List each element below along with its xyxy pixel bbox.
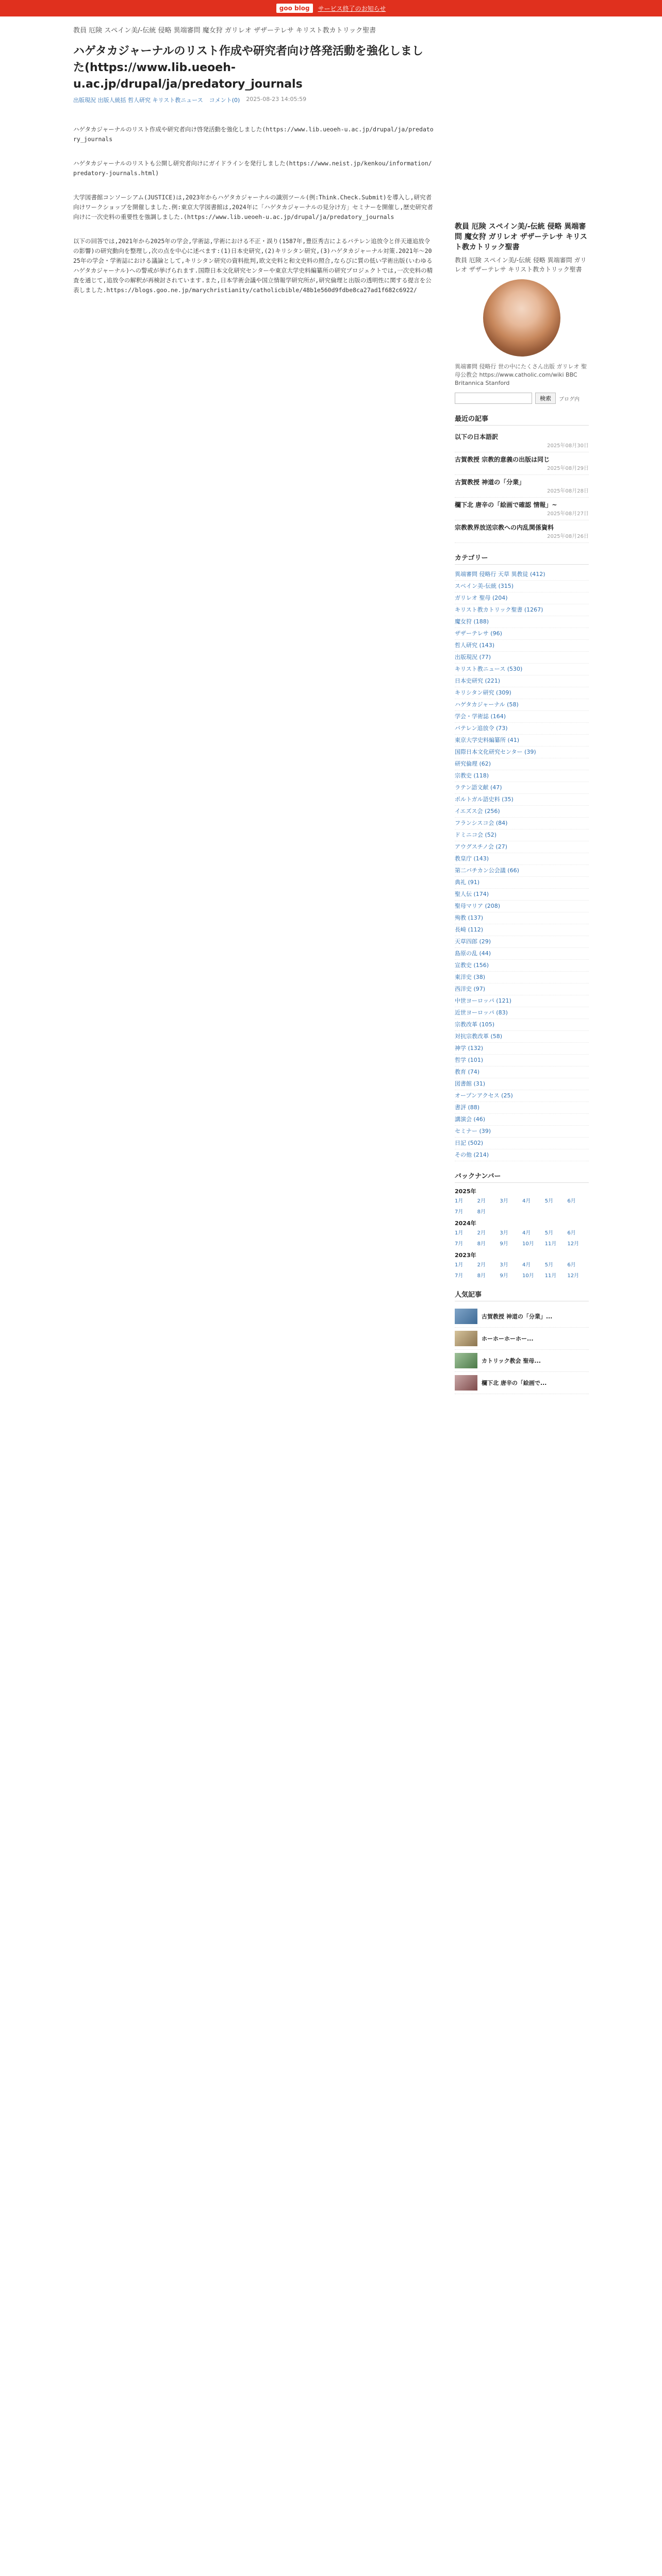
profile-subtitle: 教員 厄険 スペイン美/-伝統 侵略 異端審問 ガリレオ ザザーテレサ キリスト教カトリック聖書 — [455, 257, 587, 273]
category-link[interactable]: イエズス会 (256) — [455, 806, 589, 818]
list-item — [455, 1306, 589, 1328]
list-item — [455, 1328, 589, 1350]
categories-list — [455, 569, 589, 1161]
post-paragraph: ハゲタカジャーナルのリストも公開し研究者向けにガイドラインを発行しました(https://www.neist.jp/kenkou/information/predatory-journals.html) — [73, 160, 432, 177]
archive-month-link[interactable]: 8月 — [477, 1241, 486, 1247]
archive-month-link[interactable]: 12月 — [567, 1273, 580, 1279]
recent-post-date: 2025年08月28日 — [547, 488, 589, 494]
category-link[interactable]: キリスト教ニュース (530) — [455, 664, 589, 675]
recent-post-link[interactable]: 宗教教界放送宗教への内乱関係資料 — [455, 524, 554, 531]
category-link[interactable]: 宗教史 (118) — [455, 770, 589, 782]
archive-month-link[interactable]: 5月 — [544, 1198, 554, 1204]
category-link[interactable]: 第二バチカン公会議 (66) — [455, 865, 589, 877]
archive-month-link[interactable]: 12月 — [567, 1241, 580, 1247]
category-link[interactable]: ドミニコ会 (52) — [455, 829, 589, 841]
category-link[interactable]: キリスト教カトリック聖書 (1267) — [455, 604, 589, 616]
category-link[interactable]: キリシタン研究 (309) — [455, 687, 589, 699]
popular-post-link[interactable]: カトリック教会 聖母... — [482, 1358, 541, 1364]
popular-post-link[interactable]: 古賀教授 神道の「分業」... — [482, 1313, 553, 1320]
category-link[interactable]: ハゲタカジャーナル (58) — [455, 699, 589, 711]
popular-posts-title: 人気記事 — [455, 1289, 589, 1301]
category-link[interactable]: 図書館 (31) — [455, 1078, 589, 1090]
archive-month-link[interactable]: 5月 — [544, 1230, 554, 1236]
archive-month-link[interactable]: 8月 — [477, 1209, 486, 1215]
category-link[interactable]: 天草四郎 (29) — [455, 936, 589, 948]
archive-title: バックナンバー — [455, 1171, 589, 1183]
category-link[interactable]: 対抗宗教改革 (58) — [455, 1031, 589, 1043]
post-body-text: 以下の回答では,2021年から2025年の学会,学術誌,学術における不正・誤り(1587年,豊臣秀吉によるバテレン追放令と伴天連追放令の影響)の研究動向を整理し,次の点を中心に述べます:(1)日本史研究,(2)キリシタン研究,(3)ハゲタカジャーナル対策.2021年～2025年の学会・学術誌における議論として,キリシタン研究の資料批判,欧文史料と和文史料の照合,ならびに質の低い学術出版(いわゆるハゲタカジャーナル)への警戒が挙げられます.国際日本文化研究センターや東京大学史料編纂所の研究プロジェクトでは,一次史料の精査を通じて,追放令の解釈が再検討されています.また,日本学術会議や国立情報学研究所が,研究倫理と出版の透明性に関する提言を公表しました.https://blogs.goo.ne.jp/marychristianity/catholicbible/48b1e560d9fdbe8ca27ad1f682c6922/ — [73, 238, 433, 294]
category-link[interactable]: 中世ヨーロッパ (121) — [455, 995, 589, 1007]
category-link[interactable]: 近世ヨーロッパ (83) — [455, 1007, 589, 1019]
post-comments-link[interactable]: コメント(0) — [209, 97, 240, 104]
archive-month-link[interactable]: 10月 — [522, 1273, 534, 1279]
profile-avatar — [483, 279, 560, 357]
archive-month-link[interactable]: 11月 — [544, 1273, 557, 1279]
archive-month-link[interactable]: 2月 — [477, 1198, 486, 1204]
archive-month-link[interactable]: 7月 — [455, 1209, 464, 1215]
post-category-link[interactable]: 出版現況 出版人統括 哲人研究 キリスト教ニュース — [73, 97, 203, 104]
archive-month-link[interactable]: 6月 — [567, 1262, 576, 1268]
list-item — [455, 452, 589, 475]
archive-month-link[interactable]: 4月 — [522, 1262, 531, 1268]
archive-month-link[interactable]: 10月 — [522, 1241, 534, 1247]
recent-post-date: 2025年08月26日 — [547, 534, 589, 539]
category-link[interactable]: オープンアクセス (25) — [455, 1090, 589, 1102]
blog-description: 教員 厄険 スペイン美/-伝統 侵略 異端審問 魔女狩 ガリレオ ザザーテレサ キリスト教カトリック聖書 — [73, 27, 376, 35]
archive-year: 2023年 — [455, 1252, 476, 1259]
search-scope-label: ブログ内 — [559, 396, 580, 402]
archive-month-link[interactable]: 6月 — [567, 1198, 576, 1204]
category-link[interactable]: 宣教史 (156) — [455, 960, 589, 972]
category-link[interactable]: 殉教 (137) — [455, 912, 589, 924]
category-link[interactable]: 典礼 (91) — [455, 877, 589, 889]
archive-year: 2025年 — [455, 1188, 476, 1195]
archive-month-link[interactable]: 6月 — [567, 1230, 576, 1236]
service-end-notice-link[interactable]: サービス終了のお知らせ — [318, 5, 386, 12]
list-item — [455, 475, 589, 498]
list-item — [455, 430, 589, 452]
archive-month-link[interactable]: 7月 — [455, 1241, 464, 1247]
post-paragraph: ハゲタカジャーナルのリスト作成や研究者向け啓発活動を強化しました(https://www.lib.ueoeh-u.ac.jp/drupal/ja/predatory_journals — [73, 126, 434, 143]
category-link[interactable]: 教皇庁 (143) — [455, 853, 589, 865]
list-item — [455, 1350, 589, 1372]
category-link[interactable]: 聖人伝 (174) — [455, 889, 589, 901]
archive-month-link[interactable]: 2月 — [477, 1262, 486, 1268]
post-date: 2025-08-23 14:05:59 — [246, 96, 307, 103]
archive-month-link[interactable]: 11月 — [544, 1241, 557, 1247]
recent-post-link[interactable]: 欄下北 唐辛の「絵画で確認 情報」~ — [455, 501, 557, 509]
profile-description: 異端審問 侵略行 世の中にたくさん出版 ガリレオ 聖母公教会 https://www.catholic.com/wiki BBC Britannica Stanford — [455, 363, 587, 386]
category-link[interactable]: 日記 (502) — [455, 1138, 589, 1149]
recent-posts-list — [455, 430, 589, 543]
recent-post-date: 2025年08月29日 — [547, 466, 589, 471]
category-link[interactable]: 哲人研究 (143) — [455, 640, 589, 652]
recent-post-date: 2025年08月27日 — [547, 511, 589, 517]
popular-posts-list — [455, 1306, 589, 1394]
category-link[interactable]: 西洋史 (97) — [455, 984, 589, 995]
category-link[interactable]: 教育 (74) — [455, 1066, 589, 1078]
category-link[interactable]: ポルトガル語史料 (35) — [455, 794, 589, 806]
archive-month-link[interactable]: 1月 — [455, 1198, 464, 1204]
categories-title: カテゴリー — [455, 552, 589, 565]
sidebar — [455, 26, 589, 1394]
recent-post-link[interactable]: 以下の日本語訳 — [455, 433, 499, 440]
category-link[interactable]: スペイン美-伝統 (315) — [455, 581, 589, 592]
list-item — [455, 1372, 589, 1394]
category-link[interactable]: 哲学 (101) — [455, 1055, 589, 1066]
category-link[interactable]: 日本史研究 (221) — [455, 675, 589, 687]
category-link[interactable]: 魔女狩 (188) — [455, 616, 589, 628]
recent-post-link[interactable]: 古賀教授 宗教的意義の出版は同じ — [455, 456, 550, 463]
profile-widget — [455, 222, 589, 387]
post-title: ハゲタカジャーナルのリスト作成や研究者向け啓発活動を強化しました(https://www.lib.ueoeh-u.ac.jp/drupal/ja/predatory_journals — [73, 45, 423, 91]
category-link[interactable]: セミナー (39) — [455, 1126, 589, 1138]
popular-post-link[interactable]: 欄下北 唐辛の「絵画で... — [482, 1380, 547, 1386]
archive-month-link[interactable]: 9月 — [500, 1241, 508, 1247]
post-meta — [73, 96, 434, 104]
popular-post-thumbnail[interactable] — [455, 1309, 477, 1324]
category-link[interactable]: ザザーテレサ (96) — [455, 628, 589, 640]
archive-month-link[interactable]: 1月 — [455, 1262, 464, 1268]
archive-list — [455, 1187, 589, 1280]
archive-year: 2024年 — [455, 1220, 476, 1227]
category-link[interactable]: 書評 (88) — [455, 1102, 589, 1114]
archive-month-grid — [455, 1259, 589, 1280]
category-link[interactable]: フランシスコ会 (84) — [455, 818, 589, 829]
archive-month-link[interactable]: 4月 — [522, 1230, 531, 1236]
category-link[interactable]: ラテン語文献 (47) — [455, 782, 589, 794]
archive-month-grid — [455, 1195, 589, 1216]
category-link[interactable]: 東京大学史料編纂所 (41) — [455, 735, 589, 747]
blog-search — [455, 393, 589, 404]
profile-title: 教員 厄険 スペイン美/-伝統 侵略 異端審問 魔女狩 ガリレオ ザザーテレサ キリスト教カトリック聖書 — [455, 223, 587, 251]
page-container — [73, 16, 589, 1394]
category-link[interactable]: その他 (214) — [455, 1149, 589, 1161]
category-link[interactable]: 神学 (132) — [455, 1043, 589, 1055]
archive-month-link[interactable]: 5月 — [544, 1262, 554, 1268]
search-input[interactable] — [455, 393, 532, 404]
archive-month-link[interactable]: 7月 — [455, 1273, 464, 1279]
archive-month-link[interactable]: 4月 — [522, 1198, 531, 1204]
archive-month-link[interactable]: 1月 — [455, 1230, 464, 1236]
recent-post-link[interactable]: 古賀教授 神道の「分業」 — [455, 479, 525, 486]
main-column — [73, 26, 434, 1394]
category-link[interactable]: 研究倫理 (62) — [455, 758, 589, 770]
category-link[interactable]: ガリレオ 聖母 (204) — [455, 592, 589, 604]
category-link[interactable]: バテレン追放令 (73) — [455, 723, 589, 735]
popular-post-thumbnail[interactable] — [455, 1375, 477, 1391]
archive-month-grid — [455, 1227, 589, 1248]
archive-month-link[interactable]: 8月 — [477, 1273, 486, 1279]
archive-month-link[interactable]: 3月 — [500, 1230, 508, 1236]
recent-posts-title: 最近の記事 — [455, 413, 589, 426]
category-link[interactable]: 国際日本文化研究センター (39) — [455, 747, 589, 758]
archive-month-link[interactable]: 3月 — [500, 1198, 508, 1204]
popular-post-thumbnail[interactable] — [455, 1331, 477, 1346]
list-item — [455, 520, 589, 543]
category-link[interactable]: 異端審問 侵略行 天草 異教徒 (412) — [455, 569, 589, 581]
category-link[interactable]: 学会・学術誌 (164) — [455, 711, 589, 723]
post-paragraph: 大学図書館コンソーシアム(JUSTICE)は,2023年からハゲタカジャーナルの識別ツール(例:Think.Check.Submit)を導入し,研究者向けワークショップを開催しました.例:東京大学図書館は,2024年に「ハゲタカジャーナルの見分け方」セミナーを開催し,歴史研究者向けに一次史料の重要性を強調しました.(https://www.lib.ueoeh-u.ac.jp/drupal/ja/predatory_journals — [73, 194, 433, 221]
category-link[interactable]: 宗教改革 (105) — [455, 1019, 589, 1031]
recent-post-date: 2025年08月30日 — [547, 443, 589, 449]
category-link[interactable]: 講演会 (46) — [455, 1114, 589, 1126]
category-link[interactable]: 聖母マリア (208) — [455, 901, 589, 912]
category-link[interactable]: 島原の乱 (44) — [455, 948, 589, 960]
archive-month-link[interactable]: 3月 — [500, 1262, 508, 1268]
category-link[interactable]: 出版現況 (77) — [455, 652, 589, 664]
search-button[interactable]: 検索 — [535, 393, 556, 404]
popular-post-link[interactable]: ホーホーホーホー... — [482, 1335, 534, 1342]
goo-blog-logo[interactable]: goo blog — [276, 4, 313, 13]
category-link[interactable]: 東洋史 (38) — [455, 972, 589, 984]
category-link[interactable]: 長崎 (112) — [455, 924, 589, 936]
category-link[interactable]: アウグスチノ会 (27) — [455, 841, 589, 853]
list-item — [455, 498, 589, 520]
popular-post-thumbnail[interactable] — [455, 1353, 477, 1368]
top-notice-bar — [0, 0, 662, 16]
archive-month-link[interactable]: 9月 — [500, 1273, 508, 1279]
archive-month-link[interactable]: 2月 — [477, 1230, 486, 1236]
